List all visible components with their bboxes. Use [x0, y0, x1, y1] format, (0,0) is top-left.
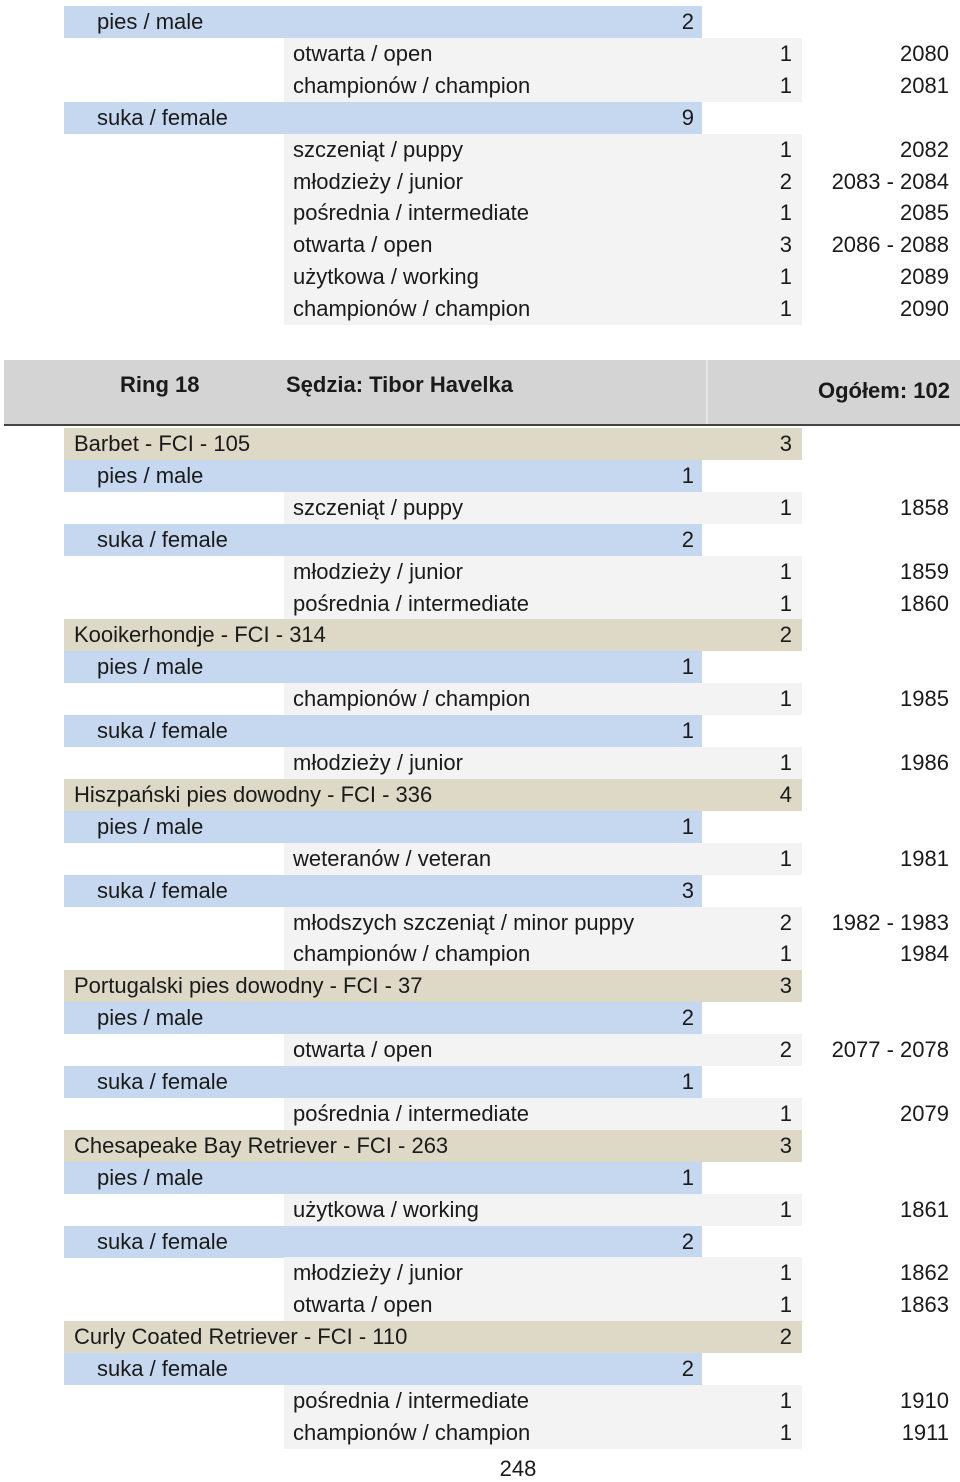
ring-name: Ring 18: [120, 372, 200, 397]
class-label: weteranów / veteran: [293, 845, 492, 871]
sex-count: 2: [681, 526, 694, 552]
sex-label: pies / male: [97, 1164, 204, 1190]
class-row: [0, 907, 960, 939]
sex-label: pies / male: [97, 813, 204, 839]
class-row: [0, 166, 960, 198]
sex-row: [0, 6, 960, 38]
class-row: [0, 1417, 960, 1449]
breed-count: 4: [779, 781, 792, 807]
class-count: 1: [779, 686, 792, 712]
class-label: pośrednia / intermediate: [293, 1100, 530, 1126]
sex-label: suka / female: [97, 526, 228, 552]
class-label: szczeniąt / puppy: [293, 136, 463, 162]
class-label: championów / champion: [293, 72, 531, 98]
sex-label: suka / female: [97, 1228, 228, 1254]
class-count: 1: [779, 590, 792, 616]
breed-count: 3: [779, 1132, 792, 1158]
class-row: [0, 229, 960, 261]
sex-count: 2: [681, 1228, 694, 1254]
class-row: [0, 1385, 960, 1417]
breed-count: 2: [779, 622, 792, 648]
sex-label: suka / female: [97, 1069, 228, 1094]
class-label: otwarta / open: [293, 1292, 433, 1318]
breed-label: Chesapeake Bay Retriever - FCI - 263: [74, 1132, 449, 1158]
sex-label: pies / male: [97, 9, 204, 34]
catalog-numbers: 2090: [900, 296, 949, 322]
class-count: 1: [779, 296, 792, 322]
breed-row: [0, 1321, 960, 1353]
class-label: młodzieży / junior: [293, 750, 463, 775]
class-row: [0, 556, 960, 588]
class-row: [0, 38, 960, 70]
class-count: 1: [779, 1292, 792, 1318]
catalog-numbers: 1986: [900, 750, 949, 775]
catalog-numbers: 1982 - 1983: [831, 909, 949, 935]
sex-count: 3: [681, 877, 694, 903]
class-count: 1: [779, 941, 792, 967]
class-label: championów / champion: [293, 686, 531, 712]
breed-row: [0, 779, 960, 811]
class-label: pośrednia / intermediate: [293, 1388, 530, 1413]
sex-row: [0, 1353, 960, 1385]
class-label: młodszych szczeniąt / minor puppy: [293, 909, 635, 935]
sex-row: [0, 811, 960, 843]
class-label: championów / champion: [293, 296, 531, 322]
class-row: [0, 70, 960, 102]
breed-row: [0, 1130, 960, 1162]
catalog-numbers: 2089: [900, 264, 949, 290]
breed-row: [0, 970, 960, 1002]
breed-label: Barbet - FCI - 105: [74, 431, 251, 456]
class-label: użytkowa / working: [293, 1196, 479, 1222]
breed-label: Hiszpański pies dowodny - FCI - 336: [74, 781, 433, 807]
breed-count: 3: [779, 431, 792, 456]
sex-row: [0, 524, 960, 556]
sex-count: 1: [681, 1069, 694, 1094]
sex-label: suka / female: [97, 877, 228, 903]
catalog-numbers: 1862: [900, 1260, 949, 1286]
sex-count: 2: [681, 1005, 694, 1031]
class-row: [0, 197, 960, 229]
sex-count: 1: [681, 718, 694, 744]
sex-row: [0, 1162, 960, 1194]
class-row: [0, 1194, 960, 1226]
class-count: 1: [779, 750, 792, 775]
page-number: 248: [499, 1456, 537, 1481]
breed-row: [0, 428, 960, 460]
ring-total: Ogółem: 102: [817, 378, 950, 403]
sex-label: suka / female: [97, 1356, 228, 1382]
class-row: [0, 588, 960, 620]
sex-row: [0, 102, 960, 134]
class-label: użytkowa / working: [293, 264, 479, 290]
class-count: 1: [779, 200, 792, 226]
catalog-numbers: 2085: [900, 200, 949, 226]
class-row: [0, 938, 960, 970]
sex-label: pies / male: [97, 462, 204, 488]
class-label: championów / champion: [293, 941, 531, 967]
catalog-numbers: 2081: [900, 72, 949, 98]
breed-label: Portugalski pies dowodny - FCI - 37: [74, 973, 423, 999]
sex-row: [0, 715, 960, 747]
class-label: otwarta / open: [293, 1037, 433, 1063]
class-row: [0, 261, 960, 293]
class-count: 1: [779, 1260, 792, 1286]
class-label: pośrednia / intermediate: [293, 590, 530, 616]
class-row: [0, 1289, 960, 1321]
class-count: 1: [779, 72, 792, 98]
class-count: 1: [779, 558, 792, 584]
catalog-numbers: 1981: [900, 845, 949, 871]
catalog-numbers: 1859: [900, 558, 949, 584]
class-label: młodzieży / junior: [293, 1260, 463, 1286]
sex-row: [0, 1002, 960, 1034]
class-count: 1: [779, 1100, 792, 1126]
sex-label: pies / male: [97, 654, 204, 680]
sex-row: [0, 1226, 960, 1258]
class-count: 1: [779, 1419, 792, 1445]
catalog-numbers: 1861: [900, 1196, 949, 1222]
class-row: [0, 1257, 960, 1289]
class-label: otwarta / open: [293, 232, 433, 258]
class-count: 1: [779, 494, 792, 520]
catalog-numbers: 2083 - 2084: [831, 168, 949, 194]
sex-count: 2: [681, 9, 694, 34]
class-label: pośrednia / intermediate: [293, 200, 530, 226]
breed-label: Curly Coated Retriever - FCI - 110: [74, 1324, 408, 1350]
sex-count: 1: [681, 462, 694, 488]
sex-count: 1: [681, 1164, 694, 1190]
class-count: 1: [779, 264, 792, 290]
class-row: [0, 843, 960, 875]
class-count: 1: [779, 845, 792, 871]
class-count: 3: [779, 232, 792, 258]
catalog-numbers: 1984: [900, 941, 949, 967]
class-row: [0, 134, 960, 166]
catalog-numbers: 2079: [900, 1100, 949, 1126]
sex-label: suka / female: [97, 104, 228, 130]
sex-row: [0, 1066, 960, 1098]
ring-judge: Sędzia: Tibor Havelka: [286, 372, 514, 397]
class-count: 1: [779, 1196, 792, 1222]
class-row: [0, 1098, 960, 1130]
sex-row: [0, 875, 960, 907]
class-count: 1: [779, 40, 792, 66]
class-row: [0, 293, 960, 325]
ring-header: [4, 360, 960, 426]
catalog-numbers: 1858: [900, 494, 949, 520]
header-divider: [706, 360, 708, 424]
catalog-numbers: 1911: [901, 1419, 949, 1445]
class-label: szczeniąt / puppy: [293, 494, 463, 520]
breed-count: 2: [779, 1324, 792, 1350]
catalog-numbers: 1910: [900, 1388, 949, 1413]
class-label: młodzieży / junior: [293, 558, 463, 584]
sex-count: 9: [681, 104, 694, 130]
breed-row: [0, 619, 960, 651]
class-label: młodzieży / junior: [293, 168, 463, 194]
class-row: [0, 683, 960, 715]
breed-label: Kooikerhondje - FCI - 314: [74, 622, 326, 648]
sex-count: 1: [681, 813, 694, 839]
sex-label: pies / male: [97, 1005, 204, 1031]
class-count: 1: [779, 1388, 792, 1413]
catalog-numbers: 2082: [900, 136, 949, 162]
catalog-numbers: 2077 - 2078: [831, 1037, 949, 1063]
catalog-numbers: 1863: [900, 1292, 949, 1318]
breed-count: 3: [779, 973, 792, 999]
class-row: [0, 1034, 960, 1066]
catalog-numbers: 2086 - 2088: [831, 232, 949, 258]
sex-row: [0, 460, 960, 492]
sex-count: 1: [681, 654, 694, 680]
sex-label: suka / female: [97, 718, 228, 744]
catalog-numbers: 1860: [900, 590, 949, 616]
class-row: [0, 747, 960, 779]
class-label: otwarta / open: [293, 40, 433, 66]
catalog-numbers: 1985: [900, 686, 949, 712]
class-count: 1: [779, 136, 792, 162]
class-label: championów / champion: [293, 1419, 531, 1445]
class-count: 2: [779, 168, 792, 194]
catalog-numbers: 2080: [900, 40, 949, 66]
sex-count: 2: [681, 1356, 694, 1382]
class-row: [0, 492, 960, 524]
sex-row: [0, 651, 960, 683]
class-count: 2: [779, 909, 792, 935]
class-count: 2: [779, 1037, 792, 1063]
